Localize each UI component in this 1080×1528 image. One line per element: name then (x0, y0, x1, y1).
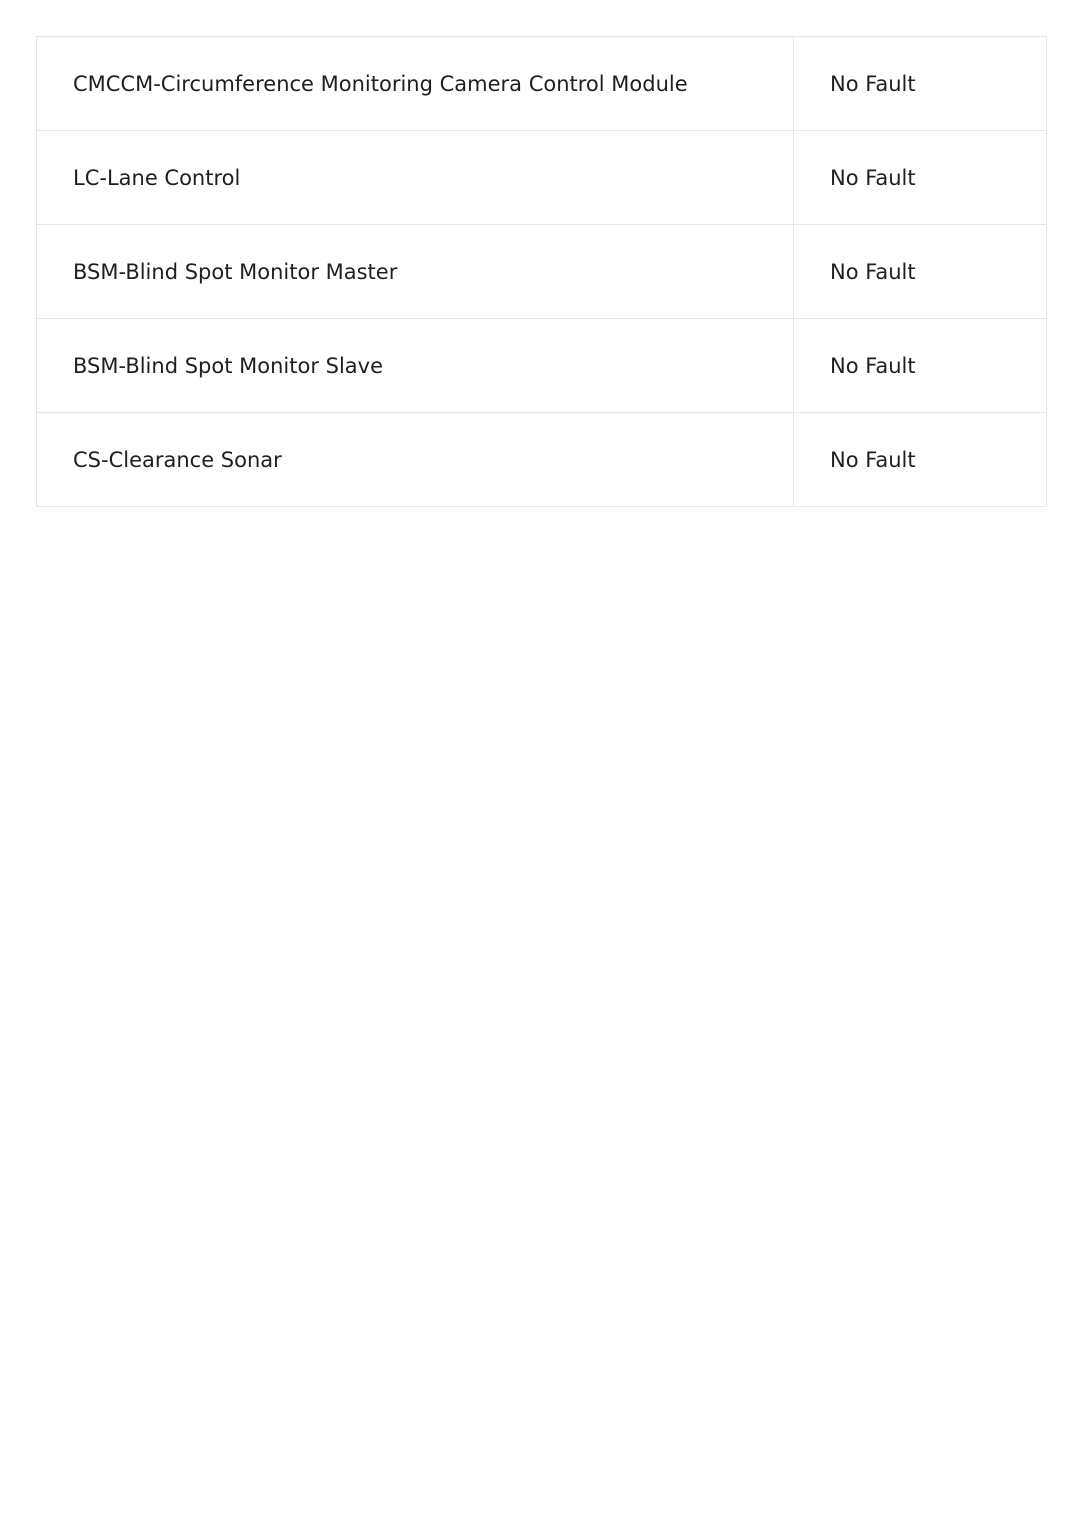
table-row (37, 319, 1047, 413)
table-row (37, 413, 1047, 507)
fault-status-cell: No Fault (794, 37, 1047, 131)
fault-status-cell: No Fault (794, 131, 1047, 225)
module-name-cell: LC-Lane Control (37, 131, 794, 225)
fault-status-cell: No Fault (794, 319, 1047, 413)
module-name-cell: BSM-Blind Spot Monitor Slave (37, 319, 794, 413)
table-row (37, 131, 1047, 225)
fault-status-cell: No Fault (794, 225, 1047, 319)
fault-status-cell: No Fault (794, 413, 1047, 507)
table-row (37, 225, 1047, 319)
fault-table-body (37, 37, 1047, 507)
module-name-cell: CS-Clearance Sonar (37, 413, 794, 507)
table-row (37, 37, 1047, 131)
module-name-cell: BSM-Blind Spot Monitor Master (37, 225, 794, 319)
module-fault-table (36, 36, 1047, 507)
module-name-cell: CMCCM-Circumference Monitoring Camera Control Module (37, 37, 794, 131)
